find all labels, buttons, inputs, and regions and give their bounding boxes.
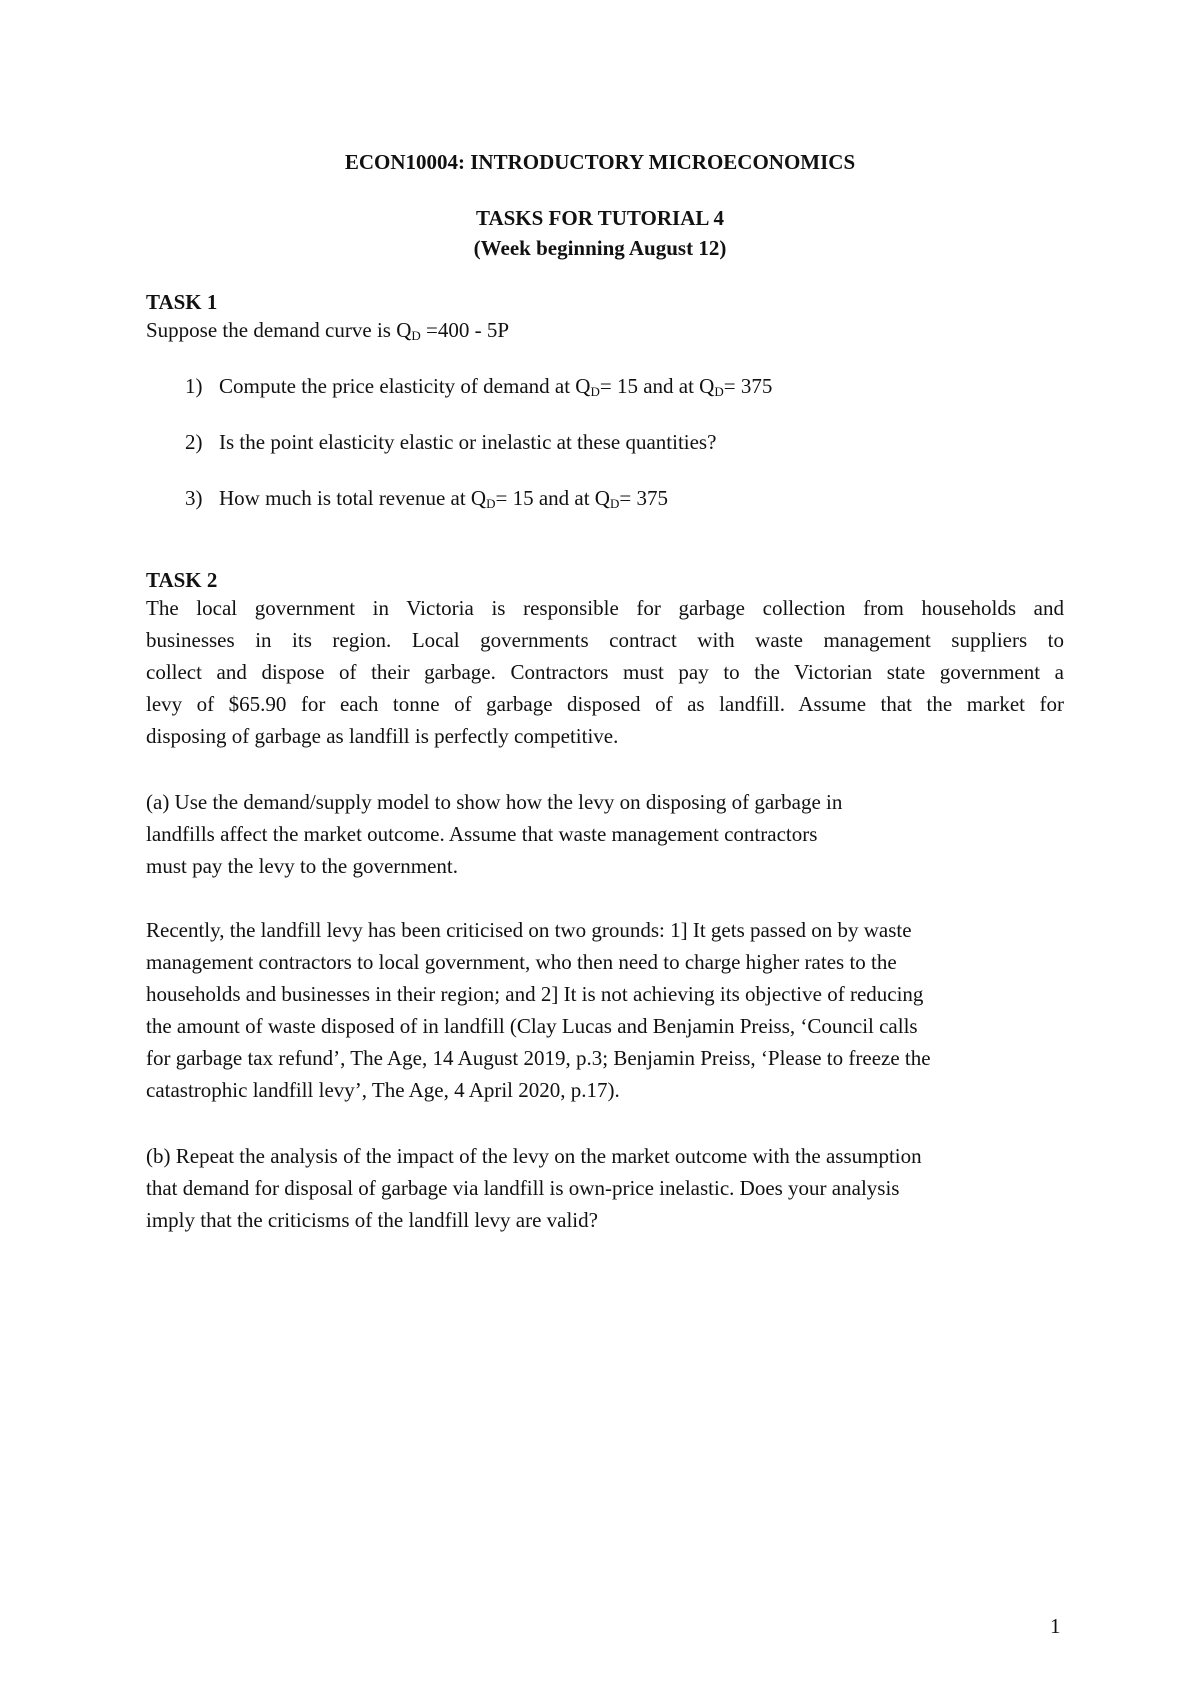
task1-heading: TASK 1 xyxy=(146,290,218,314)
paragraph-line: management contractors to local government, who then need to charge higher rates to the xyxy=(146,950,897,974)
task2-part-a xyxy=(146,786,842,882)
question-number: 2) xyxy=(185,430,203,454)
task2-heading: TASK 2 xyxy=(146,568,218,592)
paragraph-line: (a) Use the demand/supply model to show how the levy on disposing of garbage in xyxy=(146,790,843,814)
question-text: = 15 and at Q xyxy=(495,486,610,510)
paragraph-line: imply that the criticisms of the landfill levy are valid? xyxy=(146,1208,598,1232)
task1-question-3 xyxy=(185,482,668,514)
task2-intro-paragraph xyxy=(146,592,1064,752)
tasks-title: TASKS FOR TUTORIAL 4 xyxy=(476,206,724,230)
paragraph-line: levy of $65.90 for each tonne of garbage disposed of as landfill. Assume that the market for xyxy=(146,692,1064,716)
question-subscript: D xyxy=(590,384,600,399)
task1-intro xyxy=(146,314,509,346)
paragraph-line: catastrophic landfill levy’, The Age, 4 April 2020, p.17). xyxy=(146,1078,620,1102)
paragraph-line: landfills affect the market outcome. Assume that waste management contractors xyxy=(146,822,818,846)
question-text: = 375 xyxy=(723,374,773,398)
task1-intro-prefix: Suppose the demand curve is Q xyxy=(146,318,412,342)
task2-part-b xyxy=(146,1140,922,1236)
question-number: 3) xyxy=(185,486,203,510)
task1-intro-suffix: =400 - 5P xyxy=(420,318,510,342)
question-text: Compute the price elasticity of demand at Q xyxy=(219,374,591,398)
task1-intro-subscript: D xyxy=(411,328,421,343)
paragraph-line: Recently, the landfill levy has been criticised on two grounds: 1] It gets passed on by waste xyxy=(146,918,912,942)
question-subscript: D xyxy=(486,496,496,511)
paragraph-line: that demand for disposal of garbage via landfill is own-price inelastic. Does your analysis xyxy=(146,1176,900,1200)
paragraph-line: the amount of waste disposed of in landfill (Clay Lucas and Benjamin Preiss, ‘Council calls xyxy=(146,1014,918,1038)
task1-question-1 xyxy=(185,370,772,402)
paragraph-line: businesses in its region. Local governments contract with waste management suppliers to xyxy=(146,628,1064,652)
paragraph-line: for garbage tax refund’, The Age, 14 August 2019, p.3; Benjamin Preiss, ‘Please to freeze the xyxy=(146,1046,931,1070)
question-subscript: D xyxy=(609,496,620,511)
paragraph-line: disposing of garbage as landfill is perfectly competitive. xyxy=(146,724,619,748)
question-text: = 375 xyxy=(619,486,668,510)
task2-criticism-paragraph xyxy=(146,914,931,1106)
course-title: ECON10004: INTRODUCTORY MICROECONOMICS xyxy=(344,150,856,174)
paragraph-line: collect and dispose of their garbage. Contractors must pay to the Victorian state government a xyxy=(146,660,1064,684)
week-label: (Week beginning August 12) xyxy=(473,236,727,260)
question-text: = 15 and at Q xyxy=(599,374,715,398)
paragraph-line: The local government in Victoria is responsible for garbage collection from households and xyxy=(146,596,1064,620)
question-text: Is the point elasticity elastic or inelastic at these quantities? xyxy=(219,430,717,454)
question-text: How much is total revenue at Q xyxy=(219,486,487,510)
question-number: 1) xyxy=(185,374,203,398)
task1-question-2 xyxy=(185,426,716,458)
paragraph-line: households and businesses in their region; and 2] It is not achieving its objective of reducing xyxy=(146,982,924,1006)
paragraph-line: (b) Repeat the analysis of the impact of the levy on the market outcome with the assumption xyxy=(146,1144,922,1168)
question-subscript: D xyxy=(714,384,724,399)
paragraph-line: must pay the levy to the government. xyxy=(146,854,459,878)
page-number: 1 xyxy=(1050,1614,1061,1638)
